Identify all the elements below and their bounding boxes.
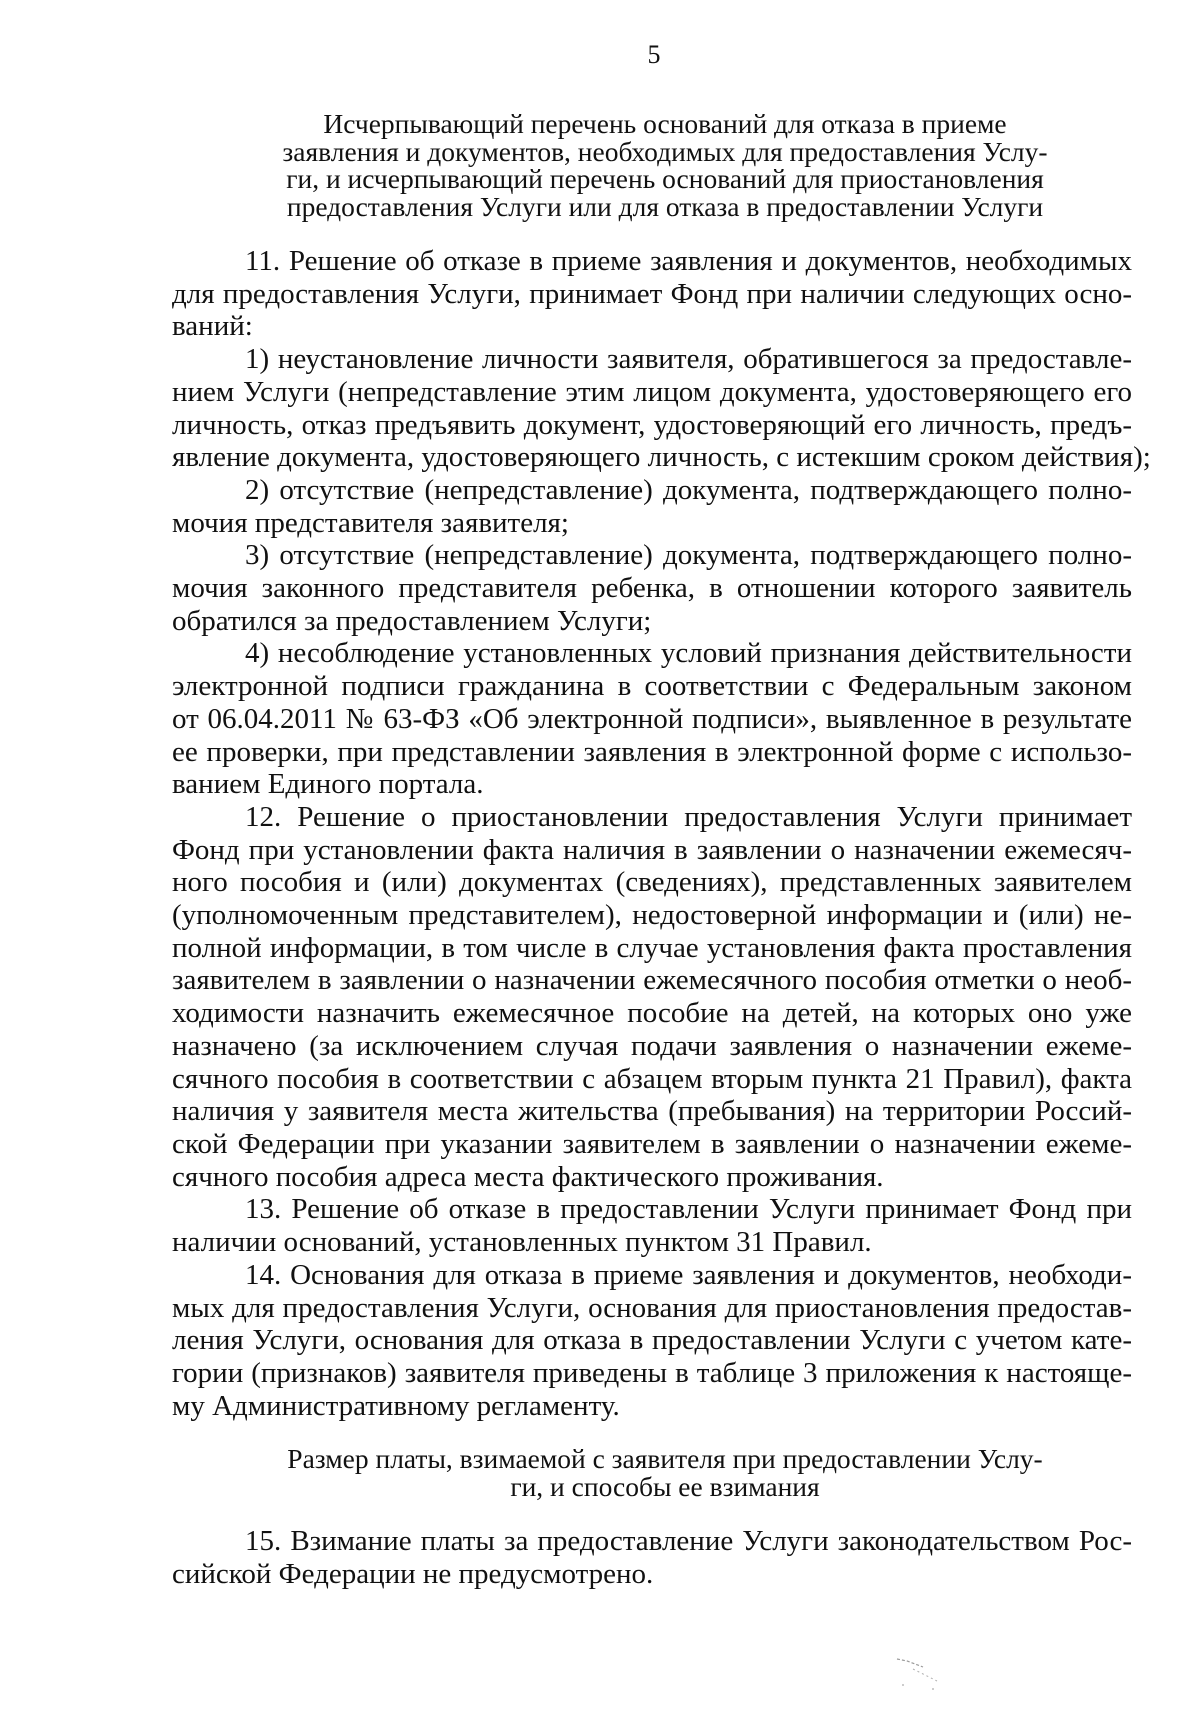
text-line: ванием Единого портала. [172, 768, 484, 801]
paragraph-11 [172, 245, 1132, 343]
text-line: 14. Основания для отказа в приеме заявления и документов, необходи- [245, 1258, 1132, 1291]
text-line: полной информации, в том числе в случае установления факта проставления [172, 931, 1132, 964]
text-line: мочия законного представителя ребенка, в отношении которого заявитель [172, 572, 1132, 605]
heading-line: предоставления Услуги или для отказа в предоставлении Услуги [286, 190, 1044, 222]
text-line: электронной подписи гражданина в соответствии с Федеральным законом [172, 670, 1132, 703]
text-line: (уполномоченным представителем), недостоверной информации и (или) не- [172, 899, 1132, 932]
text-line: ской Федерации при указании заявителем в заявлении о назначении ежеме- [172, 1127, 1132, 1160]
text-line: 11. Решение об отказе в приеме заявления и документов, необходимых [245, 245, 1132, 277]
text-line: мочия представителя заявителя; [172, 506, 569, 539]
scan-artifact [895, 1655, 955, 1695]
heading-line: Размер платы, взимаемой с заявителя при предоставлении Услу- [287, 1443, 1043, 1474]
heading-line: ги, и способы ее взимания [510, 1470, 820, 1502]
text-line: ходимости назначить ежемесячное пособие на детей, на которых оно уже [172, 997, 1132, 1030]
text-line: обратился за предоставлением Услуги; [172, 604, 652, 637]
text-line: наличии оснований, установленных пунктом 31 Правил. [172, 1226, 872, 1259]
text-line: Фонд при установлении факта наличия в заявлении о назначении ежемесяч- [172, 833, 1132, 866]
text-line: мых для предоставления Услуги, основания для приостановления предостав- [172, 1291, 1132, 1324]
text-line: сячного пособия в соответствии с абзацем вторым пункта 21 Правил), факта [172, 1062, 1132, 1095]
text-line: 3) отсутствие (непредставление) документа, подтверждающего полно- [245, 539, 1132, 572]
text-line: явление документа, удостоверяющего личность, с истекшим сроком действия); [172, 441, 1151, 474]
text-line: 12. Решение о приостановлении предоставления Услуги принимает [245, 800, 1132, 833]
text-line: ного пособия и (или) документах (сведениях), представленных заявителем [172, 866, 1132, 899]
paragraph-13 [172, 1193, 1132, 1258]
text-line: ее проверки, при представлении заявления в электронной форме с использо- [172, 735, 1132, 768]
section-heading-service-fee [210, 1445, 1120, 1500]
paragraph-14 [172, 1259, 1132, 1423]
section-body-fee [172, 1525, 1132, 1590]
heading-line: заявления и документов, необходимых для предоставления Услу- [282, 135, 1048, 167]
section-heading-grounds-for-refusal [200, 110, 1130, 220]
text-line: для предоставления Услуги, принимает Фонд при наличии следующих осно- [172, 277, 1132, 310]
paragraph-15 [172, 1525, 1132, 1590]
text-line: заявителем в заявлении о назначении ежемесячного пособия отметки о необ- [172, 964, 1132, 997]
text-line: 15. Взимание платы за предоставление Услуги законодательством Рос- [245, 1525, 1132, 1557]
paragraph-11-item-1 [172, 343, 1151, 474]
section-body-grounds [172, 245, 1151, 1422]
text-line: му Административному регламенту. [172, 1389, 620, 1422]
text-line: 13. Решение об отказе в предоставлении Услуги принимает Фонд при [245, 1193, 1132, 1226]
text-line: ления Услуги, основания для отказа в предоставлении Услуги с учетом кате- [172, 1324, 1132, 1357]
text-line: 1) неустановление личности заявителя, обратившегося за предоставле- [245, 343, 1132, 376]
text-line: назначено (за исключением случая подачи заявления о назначении ежеме- [172, 1029, 1132, 1062]
text-line: 2) отсутствие (непредставление) документа, подтверждающего полно- [245, 473, 1132, 506]
text-line: нием Услуги (непредставление этим лицом документа, удостоверяющего его [172, 375, 1132, 408]
text-line: от 06.04.2011 № 63-ФЗ «Об электронной подписи», выявленное в результате [172, 702, 1132, 735]
text-line: гории (признаков) заявителя приведены в таблице 3 приложения к настояще- [172, 1356, 1132, 1389]
paragraph-12 [172, 801, 1132, 1193]
text-line: наличия у заявителя места жительства (пребывания) на территории Россий- [172, 1095, 1132, 1128]
text-line: личность, отказ предъявить документ, удостоверяющий его личность, предъ- [172, 408, 1132, 441]
page-number: 5 [647, 40, 661, 69]
text-line: ваний: [172, 310, 253, 343]
text-line: 4) несоблюдение установленных условий признания действительности [245, 637, 1132, 670]
paragraph-11-item-3 [172, 539, 1132, 637]
heading-line: Исчерпывающий перечень оснований для отказа в приеме [323, 108, 1007, 139]
text-line: сийской Федерации не предусмотрено. [172, 1557, 654, 1590]
paragraph-11-item-4 [172, 637, 1132, 801]
heading-line: ги, и исчерпывающий перечень оснований для приостановления [286, 163, 1044, 194]
paragraph-11-item-2 [172, 474, 1132, 539]
text-line: сячного пособия адреса места фактического проживания. [172, 1160, 884, 1193]
